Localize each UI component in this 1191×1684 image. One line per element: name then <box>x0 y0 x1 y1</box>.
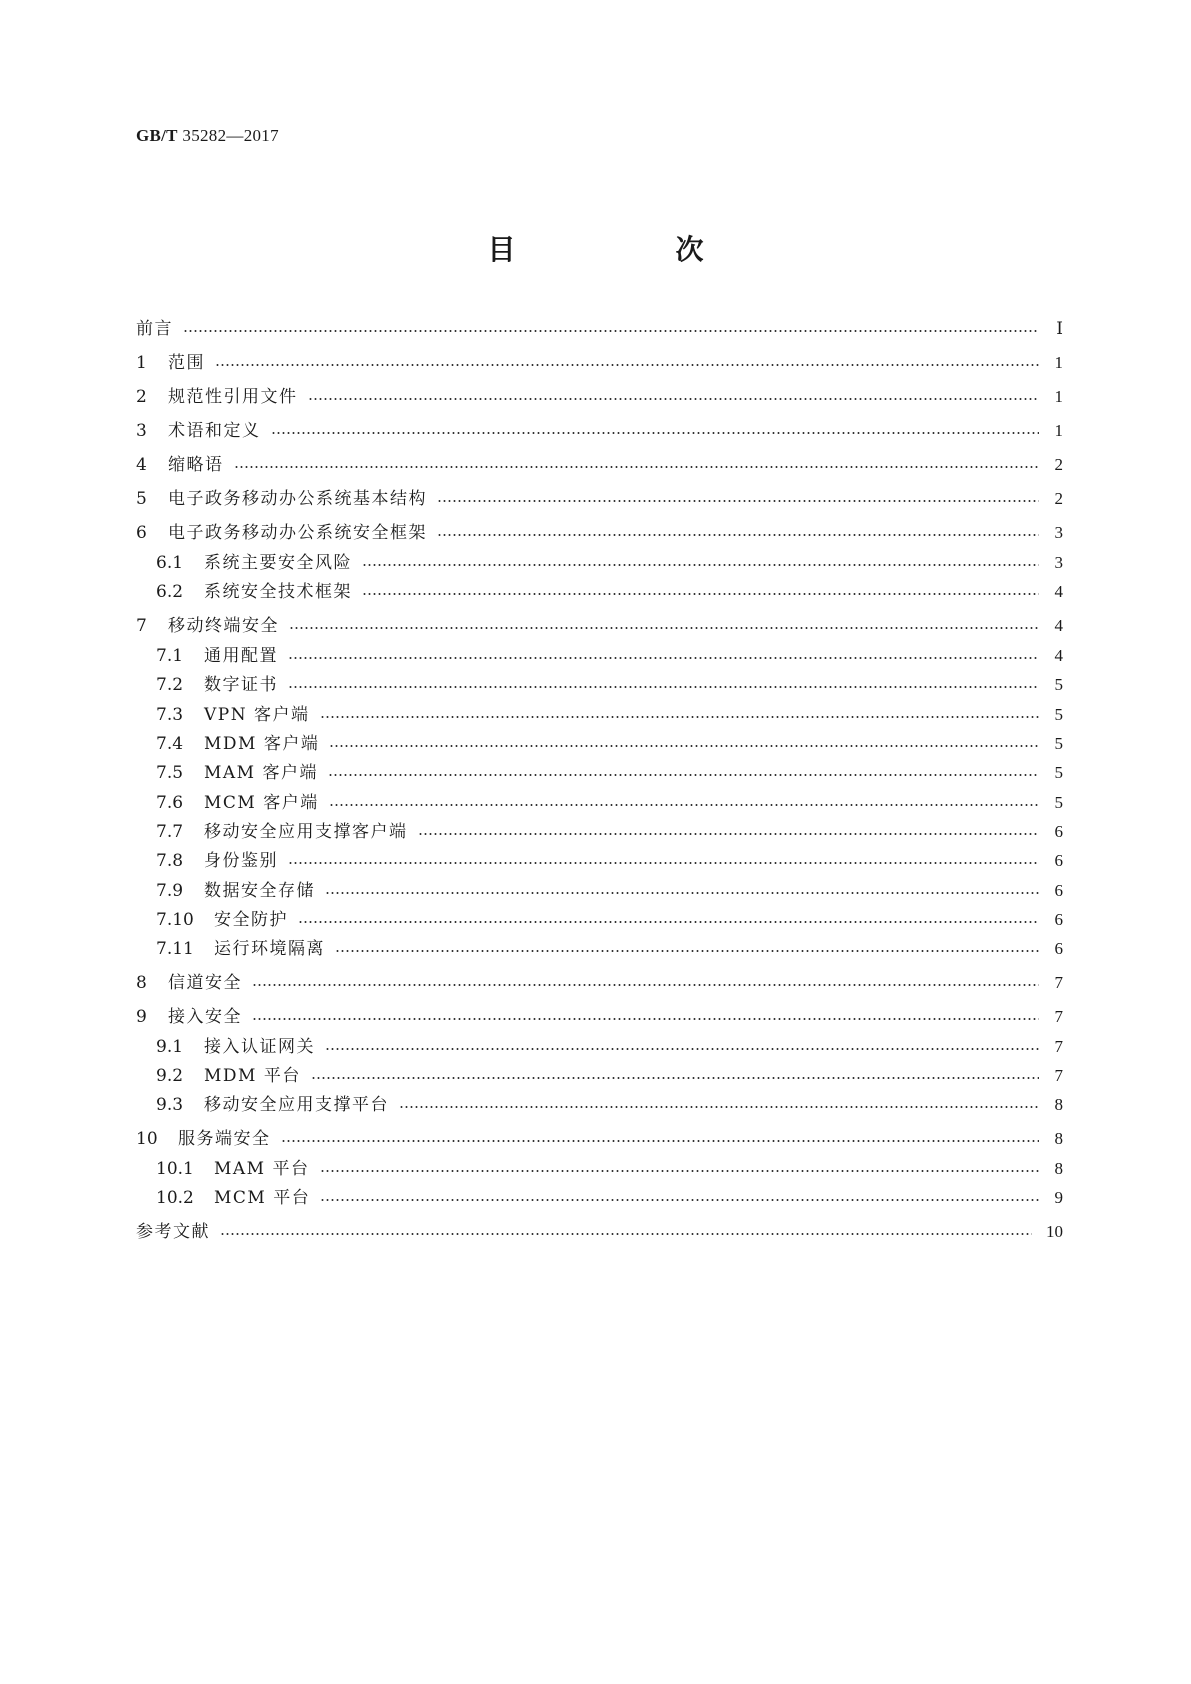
toc-entry-title: 参考文献 <box>136 1222 210 1242</box>
toc-entry-number: 10 <box>136 1129 158 1149</box>
toc-leader <box>288 657 1039 659</box>
toc-entry-number: 2 <box>136 387 147 407</box>
toc-entry-number: 7.6 <box>156 793 184 813</box>
toc-leader <box>252 1018 1039 1020</box>
toc-entry[interactable] <box>156 1063 1063 1089</box>
toc-entry-title: 数字证书 <box>204 675 278 695</box>
toc-entry-page: 1 <box>1054 387 1063 406</box>
toc-entry-page: 4 <box>1054 646 1063 665</box>
toc-entry-number: 7.1 <box>156 646 184 666</box>
toc-leader <box>288 686 1039 688</box>
toc-entry-title: MCM 客户端 <box>204 793 319 813</box>
toc-entry-title: 运行环境隔离 <box>214 939 325 959</box>
toc-leader <box>418 833 1040 835</box>
toc-entry-number: 10.1 <box>156 1159 194 1179</box>
toc-entry-page: 8 <box>1054 1095 1063 1114</box>
toc-entry[interactable] <box>136 520 1063 546</box>
toc-entry-title: 移动安全应用支撑客户端 <box>204 822 408 842</box>
toc-entry-title: 电子政务移动办公系统安全框架 <box>168 523 427 543</box>
toc-leader <box>335 950 1039 952</box>
toc-entry-page: 9 <box>1054 1188 1063 1207</box>
toc-entry-number: 9.3 <box>156 1095 184 1115</box>
toc-entry[interactable] <box>136 350 1063 376</box>
toc-entry-page: 2 <box>1054 455 1063 474</box>
toc-entry-title: 移动安全应用支撑平台 <box>204 1095 389 1115</box>
toc-entry-title: 移动终端安全 <box>168 616 279 636</box>
toc-entry-title: 电子政务移动办公系统基本结构 <box>168 489 427 509</box>
toc-entry-page: 1 <box>1054 353 1063 372</box>
toc-entry-number: 3 <box>136 421 147 441</box>
toc-entry[interactable] <box>156 672 1063 698</box>
toc-entry-number: 9.1 <box>156 1037 184 1057</box>
toc-leader <box>311 1077 1039 1079</box>
toc-entry-page: 5 <box>1054 705 1063 724</box>
toc-entry-page: 4 <box>1054 582 1063 601</box>
toc-entry-title: 服务端安全 <box>178 1129 271 1149</box>
toc-leader <box>320 1170 1040 1172</box>
toc-entry-page: 6 <box>1054 881 1063 900</box>
toc-leader <box>329 804 1039 806</box>
toc-entry-title: MAM 客户端 <box>204 763 318 783</box>
toc-entry-page: 7 <box>1054 1007 1063 1026</box>
toc-entry[interactable] <box>136 613 1063 639</box>
toc-leader <box>325 1048 1039 1050</box>
toc-entry[interactable] <box>156 760 1063 786</box>
toc-entry-title: 规范性引用文件 <box>168 387 298 407</box>
toc-entry[interactable] <box>156 579 1063 605</box>
toc-entry-title: MDM 客户端 <box>204 734 320 754</box>
toc-entry-number: 9 <box>136 1007 147 1027</box>
toc-entry-title: 信道安全 <box>168 973 242 993</box>
toc-entry-title: VPN 客户端 <box>204 705 310 725</box>
toc-entry-page: 5 <box>1054 675 1063 694</box>
toc-leader <box>328 774 1039 776</box>
toc-leader <box>399 1106 1039 1108</box>
toc-entry-title: 接入认证网关 <box>204 1037 315 1057</box>
toc-entry[interactable] <box>156 907 1063 933</box>
toc-leader <box>298 921 1039 923</box>
toc-entry-page: 5 <box>1054 734 1063 753</box>
toc-entry[interactable] <box>156 1034 1063 1060</box>
toc-entry-title: 系统安全技术框架 <box>204 582 352 602</box>
toc-entry-page: 6 <box>1054 910 1063 929</box>
toc-entry-title: 数据安全存储 <box>204 881 315 901</box>
toc-leader <box>437 534 1039 536</box>
toc-entry-page: 1 <box>1054 421 1063 440</box>
toc-entry[interactable] <box>156 819 1063 845</box>
standard-prefix: GB/T <box>136 126 178 145</box>
toc-entry-number: 6.1 <box>156 553 184 573</box>
toc-entry[interactable] <box>136 316 1063 342</box>
toc-entry[interactable] <box>156 1092 1063 1118</box>
toc-entry-number: 7.8 <box>156 851 184 871</box>
toc-leader <box>362 593 1039 595</box>
toc-entry[interactable] <box>156 550 1063 576</box>
toc-leader <box>329 745 1039 747</box>
toc-entry-number: 7.2 <box>156 675 184 695</box>
toc-leader <box>289 627 1039 629</box>
toc-entry[interactable] <box>156 702 1063 728</box>
toc-entry-title: 接入安全 <box>168 1007 242 1027</box>
toc-entry-number: 7.4 <box>156 734 184 754</box>
toc-entry-page: 8 <box>1054 1129 1063 1148</box>
toc-entry-title: MCM 平台 <box>214 1188 311 1208</box>
toc-leader <box>252 984 1039 986</box>
toc-entry-page: 6 <box>1054 851 1063 870</box>
toc-entry-title: 系统主要安全风险 <box>204 553 352 573</box>
toc-entry-title: 通用配置 <box>204 646 278 666</box>
toc-entry-page: 5 <box>1054 763 1063 782</box>
toc-entry-page: 6 <box>1054 822 1063 841</box>
toc-leader <box>320 716 1040 718</box>
toc-entry[interactable] <box>156 848 1063 874</box>
toc-leader <box>288 862 1039 864</box>
toc-entry-page: 7 <box>1054 1037 1063 1056</box>
toc-entry-page: 4 <box>1054 616 1063 635</box>
toc-entry-page: 2 <box>1054 489 1063 508</box>
toc-leader <box>215 364 1039 366</box>
toc-entry-title: 术语和定义 <box>168 421 261 441</box>
toc-leader <box>271 432 1040 434</box>
toc-entry-page: Ⅰ <box>1056 319 1063 338</box>
toc-entry[interactable] <box>156 731 1063 757</box>
toc-entry[interactable] <box>136 418 1063 444</box>
toc-entry-number: 7.3 <box>156 705 184 725</box>
toc-leader <box>320 1199 1039 1201</box>
toc-leader <box>308 398 1040 400</box>
toc-entry-title: 身份鉴别 <box>204 851 278 871</box>
toc-entry[interactable] <box>156 1185 1063 1211</box>
toc-entry-title: MDM 平台 <box>204 1066 301 1086</box>
toc-entry[interactable] <box>156 1156 1063 1182</box>
toc-entry-number: 1 <box>136 353 147 373</box>
toc-entry-title: 范围 <box>168 353 205 373</box>
toc-entry[interactable] <box>156 936 1063 962</box>
toc-entry-number: 4 <box>136 455 147 475</box>
toc-entry-title: 缩略语 <box>168 455 224 475</box>
toc-entry-number: 7.5 <box>156 763 184 783</box>
toc-entry[interactable] <box>156 878 1063 904</box>
toc-entry-number: 7.10 <box>156 910 194 930</box>
toc-entry-title: 安全防护 <box>214 910 288 930</box>
toc-entry[interactable] <box>136 1219 1063 1245</box>
toc-entry[interactable] <box>136 1004 1063 1030</box>
toc-entry[interactable] <box>136 486 1063 512</box>
toc-entry[interactable] <box>156 643 1063 669</box>
toc-entry-page: 3 <box>1054 523 1063 542</box>
toc-entry-number: 7.11 <box>156 939 194 959</box>
toc-leader <box>281 1140 1040 1142</box>
toc-entry-number: 9.2 <box>156 1066 184 1086</box>
toc-entry-number: 10.2 <box>156 1188 194 1208</box>
toc-entry[interactable] <box>156 790 1063 816</box>
toc-leader <box>325 892 1039 894</box>
toc-leader <box>362 564 1039 566</box>
page-title: 目 次 <box>487 233 770 266</box>
toc-entry-number: 8 <box>136 973 147 993</box>
toc-entry-number: 7 <box>136 616 147 636</box>
toc-entry-page: 7 <box>1054 1066 1063 1085</box>
toc-entry-number: 6 <box>136 523 147 543</box>
toc-entry-page: 8 <box>1054 1159 1063 1178</box>
toc-leader <box>220 1233 1032 1235</box>
toc-entry[interactable] <box>136 1126 1063 1152</box>
toc-entry[interactable] <box>136 970 1063 996</box>
toc-entry-title: 前言 <box>136 319 173 339</box>
toc-leader <box>437 500 1039 502</box>
toc-entry-number: 5 <box>136 489 147 509</box>
toc-entry[interactable] <box>136 452 1063 478</box>
toc-leader <box>234 466 1040 468</box>
toc-entry-title: MAM 平台 <box>214 1159 310 1179</box>
toc-entry-page: 3 <box>1054 553 1063 572</box>
toc-entry-page: 5 <box>1054 793 1063 812</box>
toc-entry-page: 10 <box>1046 1222 1063 1241</box>
standard-number: 35282—2017 <box>182 126 279 145</box>
toc-entry[interactable] <box>136 384 1063 410</box>
standard-code <box>136 126 279 146</box>
toc-entry-page: 7 <box>1054 973 1063 992</box>
toc-leader <box>183 330 1039 332</box>
toc-entry-number: 7.9 <box>156 881 184 901</box>
toc-entry-page: 6 <box>1054 939 1063 958</box>
toc-entry-number: 7.7 <box>156 822 184 842</box>
toc-entry-number: 6.2 <box>156 582 184 602</box>
